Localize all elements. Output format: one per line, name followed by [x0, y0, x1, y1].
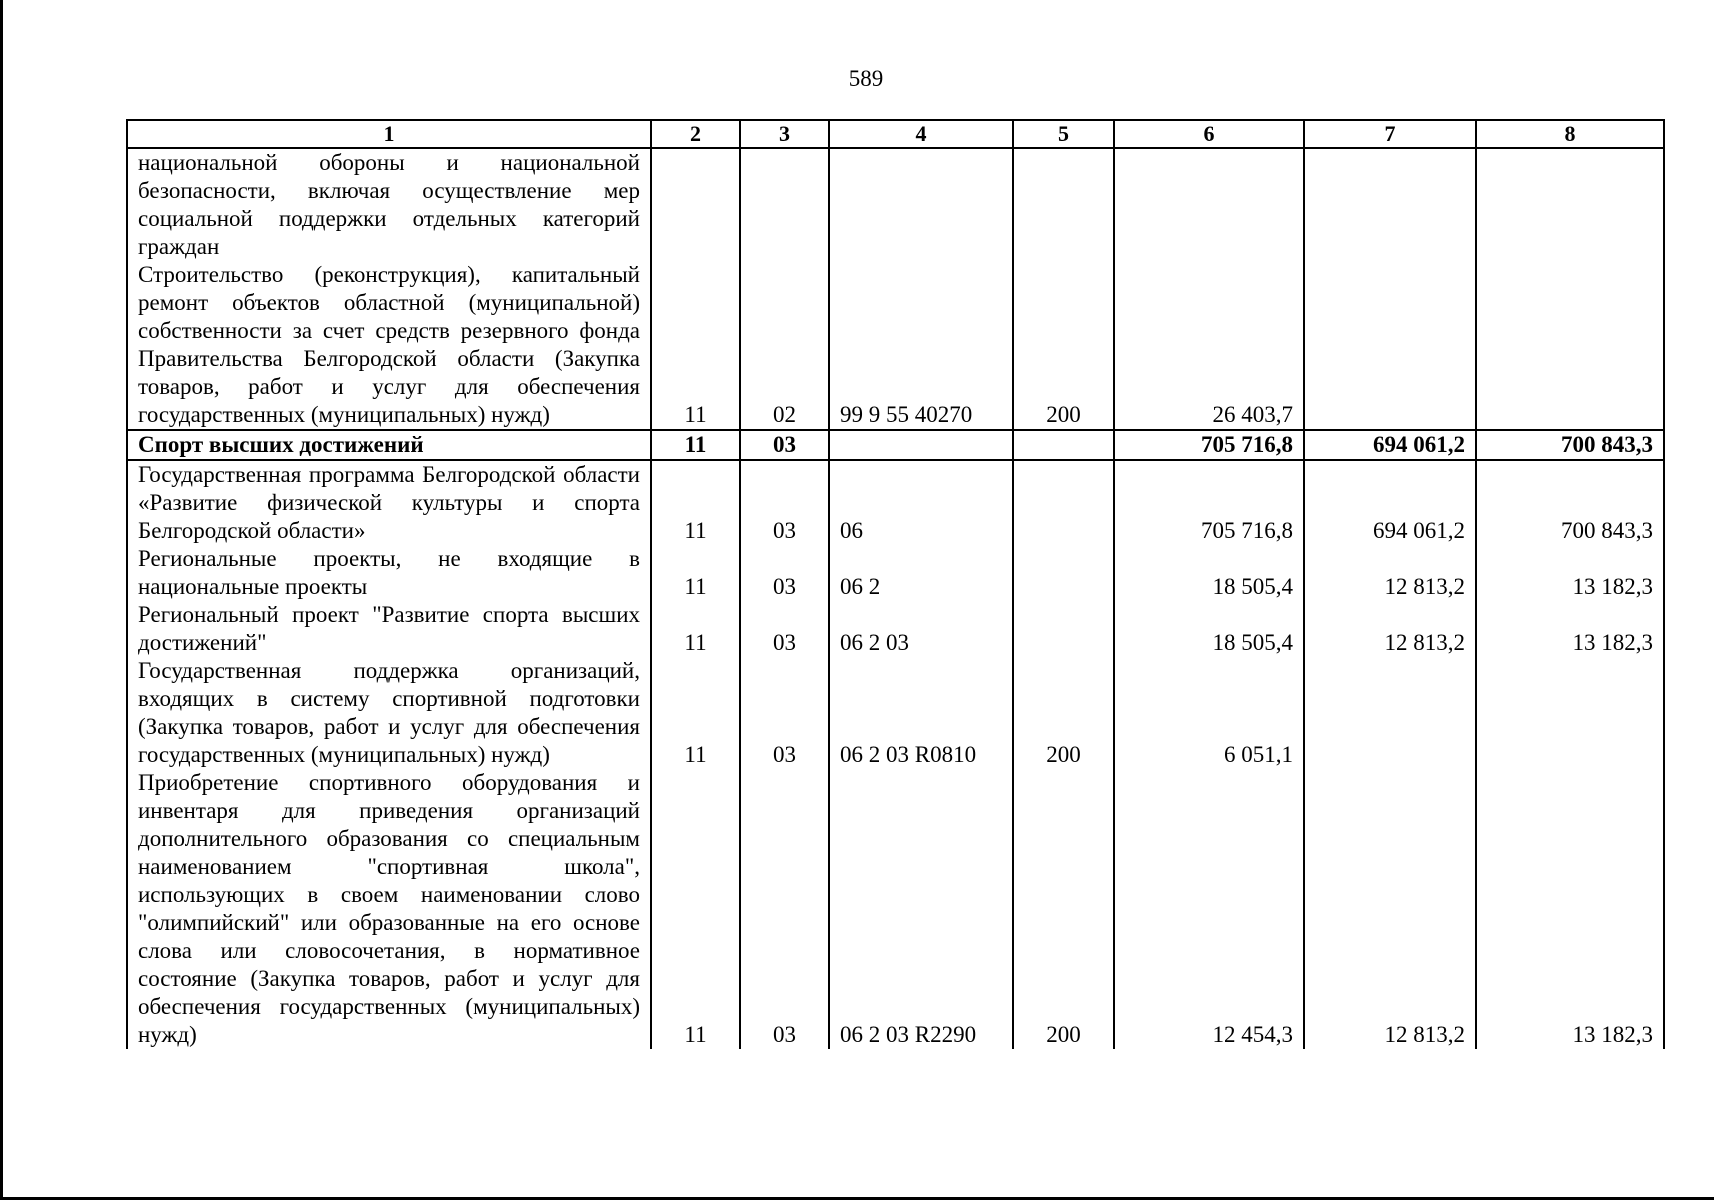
row-subsection-cell: 02 [740, 261, 829, 430]
row-name-cell: Региональный проект "Развитие спорта высших достижений" [127, 601, 651, 657]
row-amount-cell: 12 813,2 [1304, 769, 1476, 1049]
row-amount-cell [1476, 657, 1664, 769]
column-header: 6 [1114, 120, 1304, 148]
row-amount-cell: 700 843,3 [1476, 460, 1664, 545]
row-section-cell: 11 [651, 769, 740, 1049]
row-target-code-cell [829, 430, 1013, 460]
row-subsection-cell: 03 [740, 601, 829, 657]
row-amount-cell: 13 182,3 [1476, 545, 1664, 601]
column-header: 8 [1476, 120, 1664, 148]
table-row [127, 148, 1664, 261]
row-amount-cell: 26 403,7 [1114, 261, 1304, 430]
table-row [127, 545, 1664, 601]
column-header: 7 [1304, 120, 1476, 148]
row-amount-cell: 13 182,3 [1476, 769, 1664, 1049]
row-amount-cell [1304, 657, 1476, 769]
column-header: 5 [1013, 120, 1114, 148]
row-amount-cell: 694 061,2 [1304, 460, 1476, 545]
row-expense-type-cell [1013, 601, 1114, 657]
column-header: 3 [740, 120, 829, 148]
row-amount-cell: 18 505,4 [1114, 545, 1304, 601]
row-section-cell: 11 [651, 261, 740, 430]
row-amount-cell: 694 061,2 [1304, 430, 1476, 460]
row-amount-cell: 705 716,8 [1114, 460, 1304, 545]
row-amount-cell: 700 843,3 [1476, 430, 1664, 460]
table-row [127, 769, 1664, 1049]
row-amount-cell: 12 813,2 [1304, 601, 1476, 657]
row-subsection-cell: 03 [740, 769, 829, 1049]
row-target-code-cell [829, 148, 1013, 261]
column-header: 1 [127, 120, 651, 148]
row-target-code-cell: 06 2 03 [829, 601, 1013, 657]
row-amount-cell [1476, 148, 1664, 261]
row-target-code-cell: 06 2 [829, 545, 1013, 601]
row-expense-type-cell: 200 [1013, 657, 1114, 769]
budget-table [126, 119, 1665, 1049]
row-amount-cell [1476, 261, 1664, 430]
row-section-cell: 11 [651, 601, 740, 657]
row-target-code-cell: 06 2 03 R0810 [829, 657, 1013, 769]
page-number: 589 [848, 66, 884, 91]
row-name-cell: Государственная программа Белгородской области «Развитие физической культуры и спорта Белгородской области» [127, 460, 651, 545]
row-expense-type-cell: 200 [1013, 769, 1114, 1049]
row-name-cell: Государственная поддержка организаций, входящих в систему спортивной подготовки (Закупка товаров, работ и услуг для обеспечения государственных (муниципальных) нужд) [127, 657, 651, 769]
row-amount-cell: 705 716,8 [1114, 430, 1304, 460]
row-amount-cell: 6 051,1 [1114, 657, 1304, 769]
row-section-cell: 11 [651, 545, 740, 601]
row-target-code-cell: 06 [829, 460, 1013, 545]
row-amount-cell [1114, 148, 1304, 261]
row-expense-type-cell [1013, 460, 1114, 545]
row-name-cell: национальной обороны и национальной безопасности, включая осуществление мер социальной поддержки отдельных категорий граждан [127, 148, 651, 261]
row-name-cell: Строительство (реконструкция), капитальный ремонт объектов областной (муниципальной) собственности за счет средств резервного фонда Правительства Белгородской области (Закупка товаров, работ и услуг для обеспечения государственных (муниципальных) нужд) [127, 261, 651, 430]
table-row [127, 430, 1664, 460]
row-amount-cell: 12 813,2 [1304, 545, 1476, 601]
row-subsection-cell: 03 [740, 430, 829, 460]
row-target-code-cell: 99 9 55 40270 [829, 261, 1013, 430]
row-expense-type-cell: 200 [1013, 261, 1114, 430]
row-section-cell: 11 [651, 460, 740, 545]
row-section-cell: 11 [651, 430, 740, 460]
row-subsection-cell [740, 148, 829, 261]
row-expense-type-cell [1013, 148, 1114, 261]
row-expense-type-cell [1013, 430, 1114, 460]
row-expense-type-cell [1013, 545, 1114, 601]
row-amount-cell: 18 505,4 [1114, 601, 1304, 657]
row-name-cell: Региональные проекты, не входящие в национальные проекты [127, 545, 651, 601]
row-amount-cell: 13 182,3 [1476, 601, 1664, 657]
column-header: 2 [651, 120, 740, 148]
row-section-cell [651, 148, 740, 261]
row-target-code-cell: 06 2 03 R2290 [829, 769, 1013, 1049]
column-header: 4 [829, 120, 1013, 148]
row-subsection-cell: 03 [740, 657, 829, 769]
row-amount-cell: 12 454,3 [1114, 769, 1304, 1049]
table-row [127, 601, 1664, 657]
table-row [127, 657, 1664, 769]
row-subsection-cell: 03 [740, 460, 829, 545]
row-amount-cell [1304, 148, 1476, 261]
row-section-cell: 11 [651, 657, 740, 769]
row-name-cell: Приобретение спортивного оборудования и инвентаря для приведения организаций дополнительного образования со специальным наименованием "спортивная школа", использующих в своем наименовании слово "олимпийский" или образованные на его основе слова или словосочетания, в нормативное состояние (Закупка товаров, работ и услуг для обеспечения государственных (муниципальных) нужд) [127, 769, 651, 1049]
scan-edge-left [0, 0, 3, 1200]
row-amount-cell [1304, 261, 1476, 430]
column-number-row [127, 120, 1664, 148]
table-row [127, 261, 1664, 430]
table-row [127, 460, 1664, 545]
row-name-cell: Спорт высших достижений [127, 430, 651, 460]
row-subsection-cell: 03 [740, 545, 829, 601]
